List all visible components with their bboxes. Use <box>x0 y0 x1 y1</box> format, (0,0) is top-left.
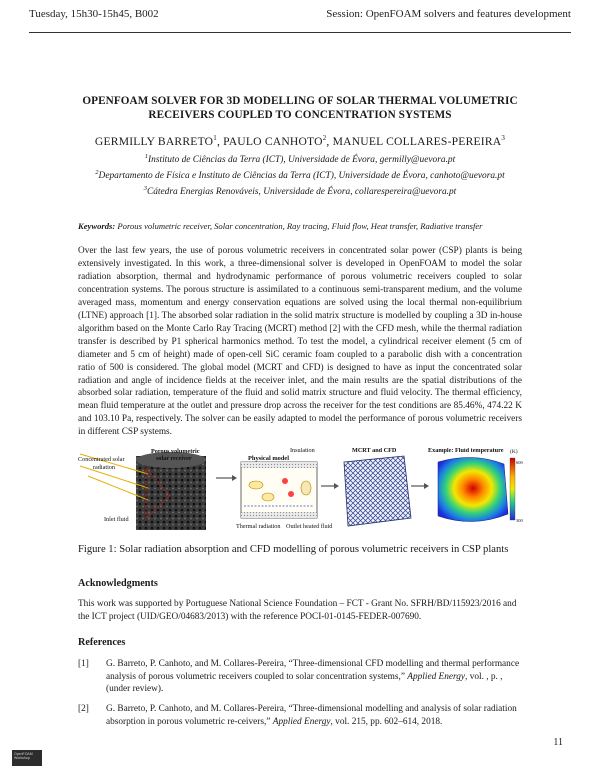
label-thermal-radiation: Thermal radiation <box>236 523 281 530</box>
pore-1 <box>249 481 263 489</box>
header-right: Session: OpenFOAM solvers and features development <box>326 8 571 20</box>
arrow-1-head <box>232 475 237 481</box>
author-list: GERMILLY BARRETO$^1$, PAULO CANHOTO$^2$, MANUEL COLLARES-PEREIRA$^3$ <box>94 134 506 148</box>
references-heading: References <box>78 637 126 648</box>
workshop-logo <box>12 750 42 766</box>
label-concentrated: Concentrated solar <box>78 456 125 463</box>
affiliation-2: $^2$Departamento de Física e Instituto de Ciências da Terra (ICT), Universidade de Évora, canhoto@uevora.pt <box>95 169 505 182</box>
keywords-text: Porous volumetric receiver, Solar concentration, Ray tracing, Fluid flow, Heat transfer, Radiative transfer <box>117 221 483 231</box>
panel-mcrt-cfd <box>321 448 411 526</box>
temperature-field <box>438 457 508 521</box>
pore-4 <box>288 491 294 497</box>
panel-physical-model <box>216 448 333 530</box>
reference-1-num: [1] <box>78 659 89 669</box>
title-line-2: RECEIVERS COUPLED TO CONCENTRATION SYSTEMS <box>148 109 452 121</box>
ack-text: This work was supported by Portuguese National Science Foundation – FCT - Grant No. SFRH/BD/115923/2016 and the ICT project (UID/GEO/04683/2013) with the reference POCI-01-0145-FEDER-007690. <box>78 599 517 622</box>
author-1: GERMILLY BARRETO <box>94 134 214 148</box>
paper-title <box>60 94 540 122</box>
affiliation-3: $^3$Cátedra Energias Renováveis, Universidade de Évora, collarespereira@uevora.pt <box>143 185 457 198</box>
label-outlet: Outlet heated fluid <box>286 523 333 530</box>
page-number: 11 <box>553 737 563 748</box>
panel-receiver-photo <box>78 448 206 530</box>
figure-1 <box>78 448 524 532</box>
pore-3 <box>282 478 288 484</box>
ack-heading: Acknowledgments <box>78 578 158 589</box>
cfd-mesh <box>344 456 411 526</box>
reference-1: [1] G. Barreto, P. Canhoto, and M. Collares-Pereira, “Three-dimensional CFD modelling and thermal performance analysis of porous volumetric receivers coupled to solar concentration systems,” Applied Energy, vol. , p. , (under review). <box>78 659 520 695</box>
arrow-3-head <box>424 483 429 489</box>
insulation-top <box>241 462 317 468</box>
insulation-bottom <box>241 512 317 518</box>
author-1-sup: 1 <box>213 134 217 142</box>
label-physical: Physical model <box>248 455 290 462</box>
label-unit: (K) <box>510 449 518 455</box>
label-mcrt: MCRT and CFD <box>352 448 397 454</box>
label-porous-1: Porous volumetric <box>151 448 200 455</box>
header-left: Tuesday, 15h30-15h45, B002 <box>29 8 159 20</box>
label-porous-2: solar receiver <box>156 455 192 462</box>
reference-2-journal: Applied Energy <box>272 716 331 727</box>
colorbar-min: 300 <box>516 518 523 523</box>
reference-1-journal: Applied Energy <box>407 671 466 682</box>
colorbar <box>510 458 515 520</box>
arrow-2-head <box>334 483 339 489</box>
author-3: MANUEL COLLARES-PEREIRA <box>332 134 502 148</box>
figure-caption: Figure 1: Solar radiation absorption and CFD modelling of porous volumetric receivers in CSP plants <box>78 544 509 555</box>
reference-2: [2] G. Barreto, P. Canhoto, and M. Collares-Pereira, “Three-dimensional modelling and analysis of solar radiation absorption in porous volumetric re-ceivers,” Applied Energy, vol. 215, pp. 602–614, 2018. <box>78 704 517 727</box>
pore-2 <box>262 493 274 501</box>
affiliation-1: $^1$Instituto de Ciências da Terra (ICT), Universidade de Évora, germilly@uevora.pt <box>144 153 456 166</box>
keywords-label: Keywords: <box>78 221 116 231</box>
abstract-body: Over the last few years, the use of porous volumetric receivers in concentrated solar power (CSP) plants is being extensively investigated. In this work, a three-dimensional solver is developed in OpenFOAM to model the solar radiation absorption, thermal and hydrodynamic performance of porous volumetric receivers coupled to solar concentration systems. The porous structure is assimilated to a continuous semi-transparent medium, and the volume averaged mass, momentum and energy conservation equations are solved using the local thermal non-equilibrium (LTNE) approach [1]. The absorbed solar radiation in the solid matrix structure is modelled by coupling a 3D in-house algorithm based on the Monte Carlo Ray Tracing (MCRT) method [2] with the CFD mesh, while the thermal radiation transfer is described by P1 spherical harmonics method. To test the model, a cylindrical receiver element (5 cm of diameter and 5 cm of height) made of open-cell SiC ceramic foam coupled to a parabolic dish with a concentration ratio of 500 is considered. The global model (MCRT and CFD) is designed to have as input the concentrated solar radiation and angle of incidence fields at the receiver inlet, and the main results are the spatial distributions of the absorbed solar radiation, temperature of the fluid and solid matrix structure and fluid velocity. The thermal efficiency, mean fluid temperature at the outlet and pressure drop across the receiver for the test conditions are 85.46%, 474.22 K and 103.10 Pa, respectively. The solver can be easily adapted to model the performance of porous volumetric receivers in different CSP systems. <box>78 246 522 438</box>
keywords <box>78 221 483 231</box>
colorbar-max: 600 <box>516 460 523 465</box>
author-2: PAULO CANHOTO <box>223 134 323 148</box>
author-2-sup: 2 <box>322 134 327 142</box>
pore-5 <box>301 481 311 495</box>
title-line-1: OPENFOAM SOLVER FOR 3D MODELLING OF SOLAR THERMAL VOLUMETRIC <box>82 95 518 107</box>
reference-2-num: [2] <box>78 704 89 714</box>
author-3-sup: 3 <box>501 134 506 142</box>
figure-1-graphic <box>78 448 524 532</box>
label-example: Example: Fluid temperature <box>428 448 504 454</box>
workshop-logo-text: OpenFOAM Workshop <box>14 752 33 760</box>
label-insulation: Insulation <box>290 448 315 454</box>
label-radiation: radiation <box>93 464 115 471</box>
panel-fluid-temperature <box>411 448 524 523</box>
label-inlet: Inlet fluid <box>104 516 129 523</box>
header-rule <box>29 32 571 33</box>
